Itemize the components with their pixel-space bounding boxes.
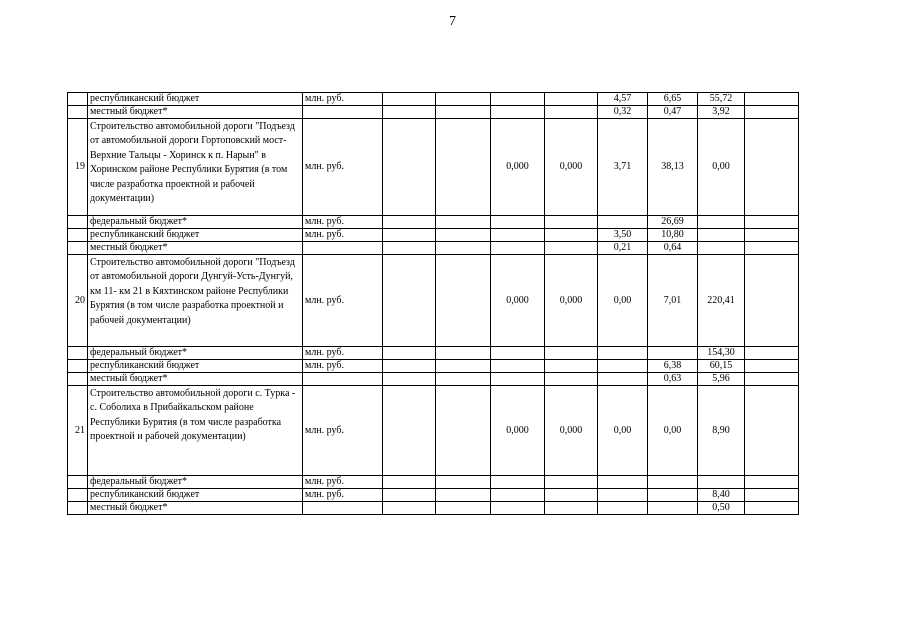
value-cell <box>648 489 698 502</box>
value-cell: 0,000 <box>545 386 598 476</box>
value-cell: 7,01 <box>648 255 698 347</box>
row-name-cell: Строительство автомобильной дороги "Подъезд от автомобильной дороги Гортоповский мост-Верхние Тальцы - Хоринск к п. Нарын" в Хоринском районе Республики Бурятия (в том числе разработка проектной и рабочей документации) <box>88 119 303 216</box>
value-cell: 0,00 <box>648 386 698 476</box>
row-unit-cell: млн. руб. <box>303 93 383 106</box>
value-cell <box>436 489 491 502</box>
value-cell <box>598 476 648 489</box>
value-cell: 8,90 <box>698 386 745 476</box>
row-name-cell: местный бюджет* <box>88 502 303 515</box>
value-cell: 10,80 <box>648 229 698 242</box>
row-name-cell: федеральный бюджет* <box>88 476 303 489</box>
value-cell <box>383 106 436 119</box>
row-name-cell: местный бюджет* <box>88 373 303 386</box>
value-cell <box>545 93 598 106</box>
row-unit-cell: млн. руб. <box>303 489 383 502</box>
value-cell <box>491 476 545 489</box>
table-row-project <box>68 386 799 476</box>
value-cell <box>745 106 799 119</box>
value-cell <box>698 476 745 489</box>
row-number-cell <box>68 106 88 119</box>
value-cell <box>745 119 799 216</box>
value-cell: 0,00 <box>698 119 745 216</box>
table-row-budget <box>68 476 799 489</box>
row-unit-cell: млн. руб. <box>303 119 383 216</box>
row-number-cell <box>68 373 88 386</box>
value-cell <box>491 347 545 360</box>
table-body <box>68 93 799 515</box>
value-cell <box>745 386 799 476</box>
value-cell <box>491 242 545 255</box>
row-name-cell: местный бюджет* <box>88 106 303 119</box>
value-cell <box>698 242 745 255</box>
value-cell <box>436 216 491 229</box>
row-number-cell <box>68 476 88 489</box>
value-cell <box>436 106 491 119</box>
value-cell <box>383 242 436 255</box>
value-cell: 38,13 <box>648 119 698 216</box>
value-cell: 6,65 <box>648 93 698 106</box>
row-name-cell: республиканский бюджет <box>88 93 303 106</box>
row-unit-cell: млн. руб. <box>303 360 383 373</box>
value-cell: 3,92 <box>698 106 745 119</box>
value-cell: 0,000 <box>491 386 545 476</box>
value-cell <box>545 347 598 360</box>
value-cell <box>436 373 491 386</box>
budget-table <box>67 92 799 515</box>
value-cell: 5,96 <box>698 373 745 386</box>
value-cell <box>383 229 436 242</box>
value-cell <box>745 373 799 386</box>
row-unit-cell: млн. руб. <box>303 476 383 489</box>
value-cell <box>598 360 648 373</box>
row-number-cell: 21 <box>68 386 88 476</box>
value-cell <box>745 229 799 242</box>
value-cell <box>436 476 491 489</box>
value-cell <box>545 476 598 489</box>
table-row-budget <box>68 106 799 119</box>
row-name-cell: местный бюджет* <box>88 242 303 255</box>
table-row-budget <box>68 347 799 360</box>
value-cell <box>648 476 698 489</box>
value-cell <box>491 360 545 373</box>
value-cell <box>383 360 436 373</box>
value-cell <box>491 93 545 106</box>
page-number: 7 <box>449 14 456 29</box>
value-cell <box>745 93 799 106</box>
value-cell <box>491 502 545 515</box>
value-cell <box>698 216 745 229</box>
value-cell: 26,69 <box>648 216 698 229</box>
row-number-cell <box>68 489 88 502</box>
value-cell <box>383 255 436 347</box>
value-cell: 0,00 <box>598 386 648 476</box>
value-cell <box>436 93 491 106</box>
table-row-budget <box>68 216 799 229</box>
row-unit-cell: млн. руб. <box>303 229 383 242</box>
value-cell <box>745 476 799 489</box>
value-cell <box>436 242 491 255</box>
row-name-cell: Строительство автомобильной дороги "Подъезд от автомобильной дороги Дунгуй-Усть-Дунгуй, км 11- км 21 в Кяхтинском районе Республики Бурятия (в том числе разработка проектной и рабочей документации) <box>88 255 303 347</box>
row-name-cell: федеральный бюджет* <box>88 347 303 360</box>
table-row-budget <box>68 502 799 515</box>
value-cell <box>745 255 799 347</box>
row-name-cell: республиканский бюджет <box>88 229 303 242</box>
value-cell: 0,47 <box>648 106 698 119</box>
row-number-cell <box>68 360 88 373</box>
value-cell <box>383 502 436 515</box>
table-row-project <box>68 255 799 347</box>
value-cell <box>491 373 545 386</box>
row-number-cell <box>68 216 88 229</box>
value-cell <box>383 386 436 476</box>
value-cell <box>545 216 598 229</box>
row-unit-cell: млн. руб. <box>303 386 383 476</box>
value-cell <box>436 119 491 216</box>
value-cell <box>545 489 598 502</box>
value-cell <box>491 489 545 502</box>
row-unit-cell <box>303 106 383 119</box>
value-cell <box>745 360 799 373</box>
row-name-cell: республиканский бюджет <box>88 360 303 373</box>
row-name-cell: Строительство автомобильной дороги с. Турка - с. Соболиха в Прибайкальском районе Республики Бурятия (в том числе разработка проектной и рабочей документации) <box>88 386 303 476</box>
row-number-cell <box>68 229 88 242</box>
value-cell <box>545 106 598 119</box>
row-unit-cell <box>303 373 383 386</box>
value-cell <box>598 216 648 229</box>
value-cell <box>745 489 799 502</box>
value-cell: 3,50 <box>598 229 648 242</box>
value-cell: 60,15 <box>698 360 745 373</box>
table-row-budget <box>68 242 799 255</box>
value-cell <box>491 216 545 229</box>
value-cell <box>491 229 545 242</box>
value-cell <box>436 360 491 373</box>
value-cell: 0,000 <box>491 255 545 347</box>
value-cell <box>491 106 545 119</box>
row-number-cell <box>68 93 88 106</box>
row-unit-cell: млн. руб. <box>303 347 383 360</box>
table-row-project <box>68 119 799 216</box>
table-row-budget <box>68 489 799 502</box>
row-unit-cell: млн. руб. <box>303 255 383 347</box>
value-cell <box>383 347 436 360</box>
row-unit-cell <box>303 242 383 255</box>
value-cell <box>383 119 436 216</box>
row-number-cell <box>68 347 88 360</box>
value-cell <box>436 347 491 360</box>
value-cell: 0,000 <box>545 119 598 216</box>
value-cell: 0,63 <box>648 373 698 386</box>
value-cell <box>598 373 648 386</box>
value-cell <box>436 386 491 476</box>
table-row-budget <box>68 373 799 386</box>
row-name-cell: федеральный бюджет* <box>88 216 303 229</box>
value-cell <box>383 216 436 229</box>
value-cell <box>745 242 799 255</box>
value-cell <box>648 502 698 515</box>
value-cell: 0,21 <box>598 242 648 255</box>
value-cell: 3,71 <box>598 119 648 216</box>
value-cell <box>436 255 491 347</box>
row-number-cell: 20 <box>68 255 88 347</box>
value-cell <box>383 476 436 489</box>
value-cell <box>545 229 598 242</box>
row-name-cell: республиканский бюджет <box>88 489 303 502</box>
value-cell: 8,40 <box>698 489 745 502</box>
table-row-budget <box>68 229 799 242</box>
value-cell: 55,72 <box>698 93 745 106</box>
table-row-budget <box>68 360 799 373</box>
value-cell: 6,38 <box>648 360 698 373</box>
value-cell: 0,32 <box>598 106 648 119</box>
value-cell <box>698 229 745 242</box>
value-cell <box>648 347 698 360</box>
value-cell: 220,41 <box>698 255 745 347</box>
value-cell: 4,57 <box>598 93 648 106</box>
value-cell <box>436 502 491 515</box>
row-number-cell: 19 <box>68 119 88 216</box>
value-cell <box>545 360 598 373</box>
value-cell: 0,000 <box>545 255 598 347</box>
table-row-budget <box>68 93 799 106</box>
value-cell <box>598 347 648 360</box>
value-cell <box>598 502 648 515</box>
value-cell <box>383 93 436 106</box>
value-cell <box>745 347 799 360</box>
row-unit-cell <box>303 502 383 515</box>
value-cell <box>598 489 648 502</box>
row-number-cell <box>68 502 88 515</box>
value-cell <box>745 216 799 229</box>
value-cell <box>545 373 598 386</box>
value-cell: 0,00 <box>598 255 648 347</box>
value-cell: 0,50 <box>698 502 745 515</box>
value-cell <box>383 373 436 386</box>
value-cell: 0,000 <box>491 119 545 216</box>
value-cell <box>436 229 491 242</box>
row-unit-cell: млн. руб. <box>303 216 383 229</box>
value-cell <box>383 489 436 502</box>
value-cell: 0,64 <box>648 242 698 255</box>
row-number-cell <box>68 242 88 255</box>
value-cell <box>545 242 598 255</box>
value-cell <box>745 502 799 515</box>
value-cell: 154,30 <box>698 347 745 360</box>
value-cell <box>545 502 598 515</box>
